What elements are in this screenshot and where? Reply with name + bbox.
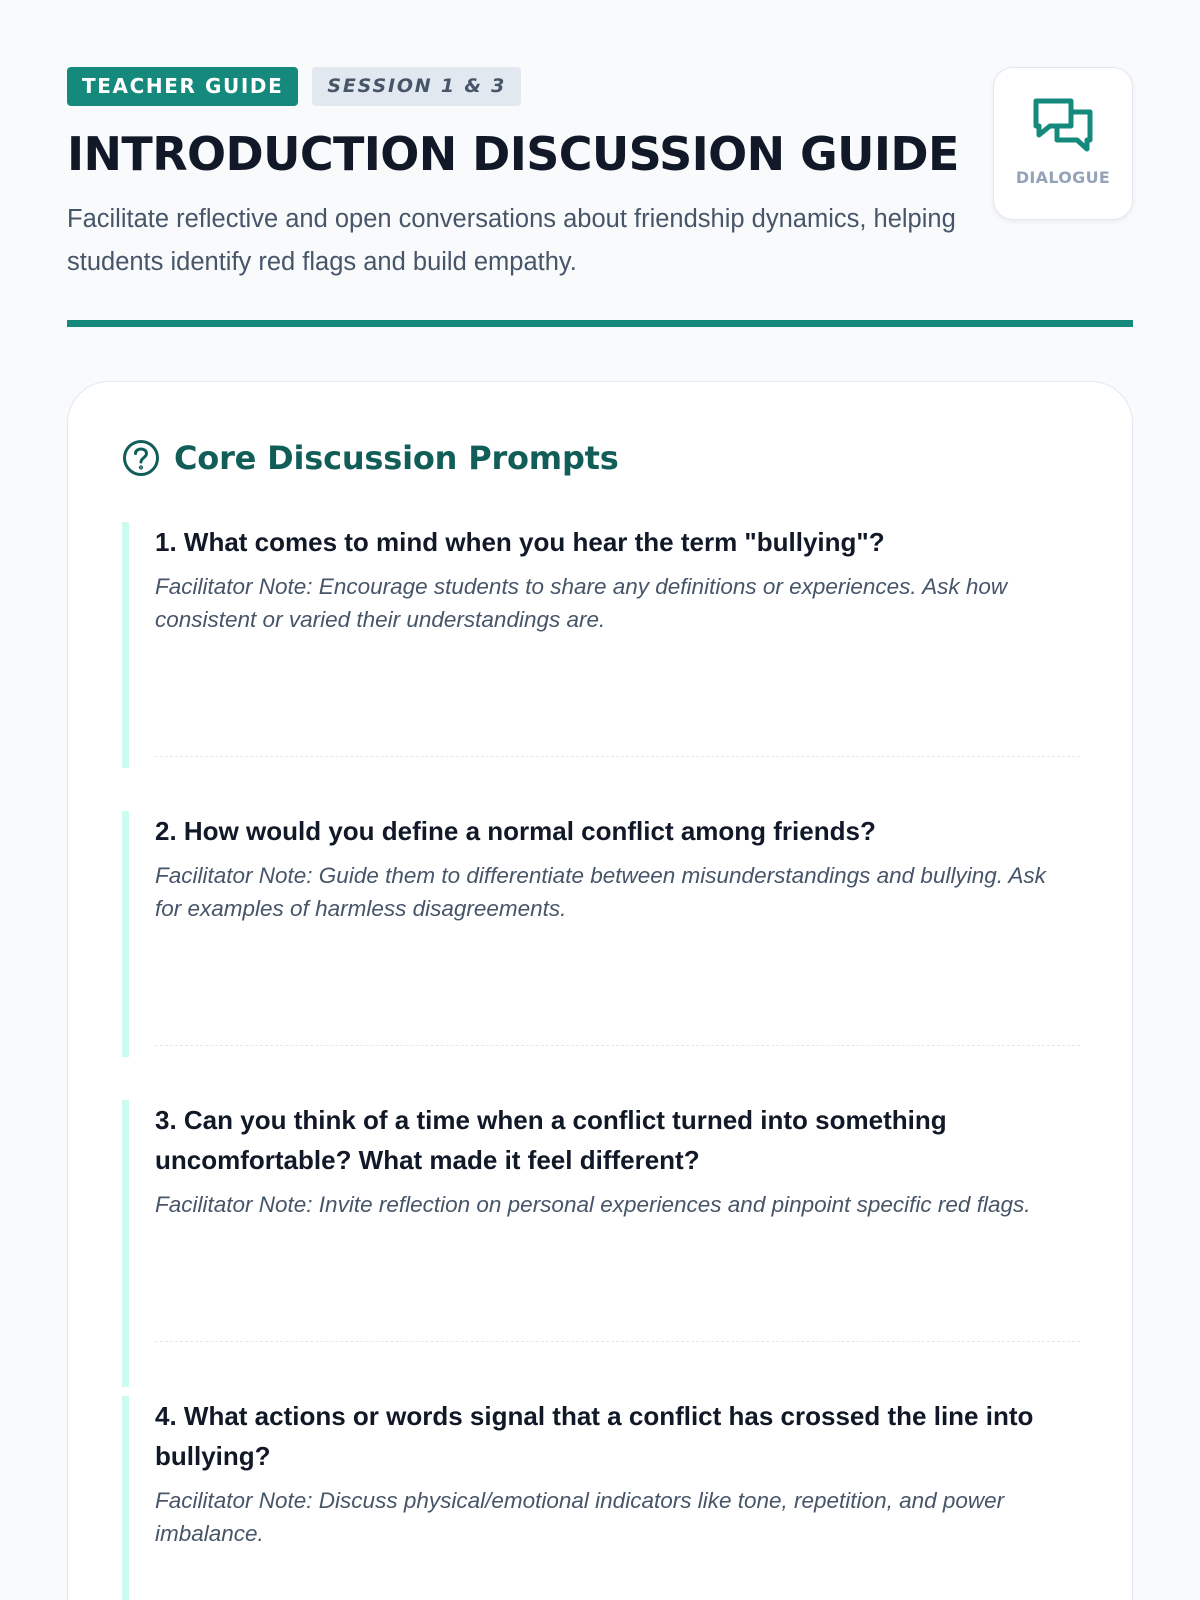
prompt-question: 3. Can you think of a time when a conflict turned into something uncomfortable? What made it feel different? [155, 1105, 947, 1175]
prompt-list [122, 522, 1078, 1600]
question-circle-icon [122, 439, 160, 477]
response-line [155, 756, 1080, 757]
response-area[interactable] [155, 925, 1078, 1045]
session-badge: SESSION 1 & 3 [312, 67, 521, 106]
teacher-guide-badge: TEACHER GUIDE [67, 67, 298, 106]
facilitator-note: Facilitator Note: Invite reflection on personal experiences and pinpoint specific red flags. [155, 1192, 1031, 1217]
prompt-accent-bar [122, 1396, 129, 1600]
section-title: Core Discussion Prompts [174, 439, 619, 477]
prompt-accent-bar [122, 811, 129, 1057]
prompt-item [122, 522, 1078, 757]
page-title: INTRODUCTION DISCUSSION GUIDE [67, 127, 959, 181]
dialogue-card [993, 67, 1133, 220]
prompt-item [122, 1100, 1078, 1342]
facilitator-note: Facilitator Note: Discuss physical/emotional indicators like tone, repetition, and power imbalance. [155, 1488, 1005, 1546]
section-header [122, 438, 1078, 478]
facilitator-note: Facilitator Note: Encourage students to share any definitions or experiences. Ask how consistent or varied their understandings are. [155, 574, 1008, 632]
prompt-accent-bar [122, 1100, 129, 1387]
prompt-question: 2. How would you define a normal conflict among friends? [155, 816, 876, 846]
response-line [155, 1045, 1080, 1046]
chat-bubbles-icon [1031, 96, 1095, 158]
page-subtitle: Facilitate reflective and open conversations about friendship dynamics, helping students identify red flags and build empathy. [67, 205, 956, 276]
prompt-question: 1. What comes to mind when you hear the term "bullying"? [155, 527, 885, 557]
header [67, 67, 1133, 327]
prompt-item [122, 1396, 1078, 1600]
response-area[interactable] [155, 1550, 1078, 1600]
facilitator-note: Facilitator Note: Guide them to differentiate between misunderstandings and bullying. Ask for examples of harmless disagreements. [155, 863, 1046, 921]
response-area[interactable] [155, 636, 1078, 756]
header-divider [67, 320, 1133, 327]
prompt-accent-bar [122, 522, 129, 768]
response-area[interactable] [155, 1221, 1078, 1341]
prompts-card [67, 381, 1133, 1600]
prompt-item [122, 811, 1078, 1046]
response-line [155, 1341, 1080, 1342]
badge-row [67, 67, 1133, 106]
dialogue-label: DIALOGUE [1015, 168, 1111, 187]
prompt-question: 4. What actions or words signal that a conflict has crossed the line into bullying? [155, 1401, 1034, 1471]
